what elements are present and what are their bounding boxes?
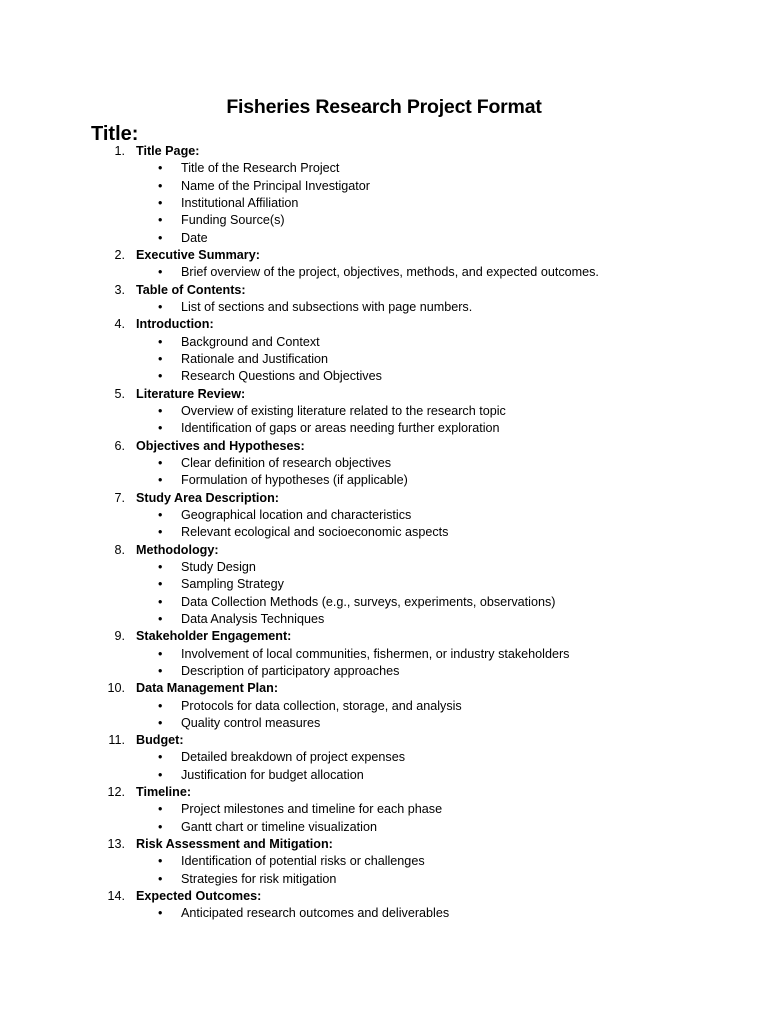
bullet-item <box>0 559 768 576</box>
bullet-text: Quality control measures <box>181 715 321 730</box>
bullet-icon: • <box>158 715 163 730</box>
bullet-list <box>0 698 768 733</box>
outline-section <box>0 542 768 629</box>
outline-section <box>0 784 768 836</box>
section-heading: Study Area Description: <box>136 490 279 505</box>
bullet-text: Relevant ecological and socioeconomic aspects <box>181 525 449 540</box>
bullet-item <box>0 472 768 489</box>
bullet-icon: • <box>158 178 163 193</box>
bullet-text: Institutional Affiliation <box>181 195 299 210</box>
section-number: 14. <box>107 889 125 904</box>
bullet-item <box>0 801 768 818</box>
outline-section <box>0 732 768 784</box>
bullet-list <box>0 455 768 490</box>
bullet-icon: • <box>158 473 163 488</box>
section-number: 9. <box>114 629 125 644</box>
outline-section <box>0 836 768 888</box>
section-number: 1. <box>114 144 125 158</box>
bullet-text: Project milestones and timeline for each phase <box>181 802 443 817</box>
bullet-icon: • <box>158 663 163 678</box>
bullet-item <box>0 715 768 732</box>
bullet-text: Title of the Research Project <box>181 161 340 176</box>
section-number: 7. <box>114 490 125 505</box>
section-heading-line <box>0 888 768 905</box>
bullet-list <box>0 646 768 681</box>
bullet-item <box>0 455 768 472</box>
bullet-item <box>0 160 768 177</box>
section-heading-line <box>0 490 768 507</box>
bullet-text: Involvement of local communities, fishermen, or industry stakeholders <box>181 646 570 661</box>
bullet-text: Justification for budget allocation <box>181 767 364 782</box>
section-number: 4. <box>114 317 125 332</box>
outline-section <box>0 680 768 732</box>
section-heading: Data Management Plan: <box>136 681 279 696</box>
bullet-item <box>0 767 768 784</box>
bullet-icon: • <box>158 403 163 418</box>
bullet-text: Clear definition of research objectives <box>181 455 392 470</box>
bullet-text: Data Collection Methods (e.g., surveys, experiments, observations) <box>181 594 556 609</box>
bullet-icon: • <box>158 299 163 314</box>
outline-section <box>0 316 768 385</box>
bullet-text: Funding Source(s) <box>181 213 285 228</box>
section-heading-line <box>0 386 768 403</box>
bullet-list <box>0 559 768 628</box>
bullet-item <box>0 871 768 888</box>
section-heading: Table of Contents: <box>136 282 246 297</box>
section-heading-line <box>0 680 768 697</box>
bullet-icon: • <box>158 334 163 349</box>
outline-section <box>0 490 768 542</box>
bullet-icon: • <box>158 161 163 176</box>
bullet-icon: • <box>158 594 163 609</box>
bullet-icon: • <box>158 213 163 228</box>
section-heading-line <box>0 247 768 264</box>
bullet-list <box>0 853 768 888</box>
bullet-item <box>0 351 768 368</box>
bullet-list <box>0 299 768 316</box>
bullet-icon: • <box>158 750 163 765</box>
section-heading: Risk Assessment and Mitigation: <box>136 837 333 852</box>
bullet-item <box>0 905 768 922</box>
section-heading-line <box>0 316 768 333</box>
bullet-text: Identification of gaps or areas needing further exploration <box>181 421 500 436</box>
section-heading: Executive Summary: <box>136 247 260 262</box>
section-heading-line <box>0 836 768 853</box>
section-number: 2. <box>114 247 125 262</box>
outline-section <box>0 247 768 282</box>
section-number: 5. <box>114 386 125 401</box>
bullet-item <box>0 576 768 593</box>
bullet-item <box>0 611 768 628</box>
section-heading-line <box>0 628 768 645</box>
bullet-list <box>0 403 768 438</box>
bullet-list <box>0 749 768 784</box>
bullet-item <box>0 594 768 611</box>
bullet-text: Formulation of hypotheses (if applicable) <box>181 473 408 488</box>
section-heading-line <box>0 438 768 455</box>
bullet-text: Overview of existing literature related to the research topic <box>181 403 506 418</box>
bullet-item <box>0 507 768 524</box>
bullet-item <box>0 334 768 351</box>
bullet-item <box>0 819 768 836</box>
bullet-icon: • <box>158 767 163 782</box>
outline-section <box>0 386 768 438</box>
bullet-item <box>0 698 768 715</box>
outline-section <box>0 143 768 247</box>
bullet-icon: • <box>158 265 163 280</box>
bullet-item <box>0 178 768 195</box>
bullet-text: Sampling Strategy <box>181 577 284 592</box>
section-heading: Methodology: <box>136 542 219 557</box>
bullet-icon: • <box>158 611 163 626</box>
section-heading: Expected Outcomes: <box>136 889 262 904</box>
bullet-icon: • <box>158 421 163 436</box>
section-heading: Timeline: <box>136 785 192 800</box>
bullet-icon: • <box>158 369 163 384</box>
bullet-item <box>0 230 768 247</box>
bullet-text: Rationale and Justification <box>181 351 329 366</box>
bullet-text: Name of the Principal Investigator <box>181 178 370 193</box>
bullet-text: Date <box>181 230 208 245</box>
bullet-icon: • <box>158 351 163 366</box>
document-title: Fisheries Research Project Format <box>226 96 542 118</box>
bullet-text: Data Analysis Techniques <box>181 611 325 626</box>
bullet-text: Gantt chart or timeline visualization <box>181 819 377 834</box>
bullet-text: Anticipated research outcomes and deliverables <box>181 906 450 921</box>
section-heading: Title Page: <box>136 144 200 158</box>
section-heading-line <box>0 542 768 559</box>
bullet-item <box>0 749 768 766</box>
bullet-item <box>0 264 768 281</box>
title-label: Title: <box>91 123 139 145</box>
bullet-icon: • <box>158 906 163 921</box>
bullet-item <box>0 524 768 541</box>
bullet-text: Brief overview of the project, objectives, methods, and expected outcomes. <box>181 265 599 280</box>
section-heading-line <box>0 143 768 160</box>
bullet-icon: • <box>158 559 163 574</box>
section-number: 8. <box>114 542 125 557</box>
section-heading-line <box>0 784 768 801</box>
section-heading: Objectives and Hypotheses: <box>136 438 305 453</box>
section-number: 11. <box>108 733 125 748</box>
bullet-icon: • <box>158 577 163 592</box>
bullet-text: Description of participatory approaches <box>181 663 400 678</box>
bullet-icon: • <box>158 802 163 817</box>
bullet-icon: • <box>158 455 163 470</box>
bullet-item <box>0 195 768 212</box>
bullet-text: Protocols for data collection, storage, and analysis <box>181 698 462 713</box>
bullet-item <box>0 212 768 229</box>
bullet-item <box>0 853 768 870</box>
bullet-icon: • <box>158 819 163 834</box>
section-heading-line <box>0 732 768 749</box>
bullet-text: Geographical location and characteristics <box>181 507 412 522</box>
bullet-list <box>0 160 768 247</box>
bullet-icon: • <box>158 525 163 540</box>
section-list <box>0 143 768 923</box>
outline-section <box>0 438 768 490</box>
bullet-text: Background and Context <box>181 334 320 349</box>
section-heading-line <box>0 282 768 299</box>
bullet-text: Identification of potential risks or challenges <box>181 854 425 869</box>
bullet-icon: • <box>158 195 163 210</box>
bullet-item <box>0 299 768 316</box>
outline-section <box>0 282 768 317</box>
outline-section <box>0 628 768 680</box>
bullet-icon: • <box>158 698 163 713</box>
bullet-list <box>0 264 768 281</box>
bullet-text: List of sections and subsections with page numbers. <box>181 299 473 314</box>
bullet-list <box>0 905 768 922</box>
section-number: 6. <box>114 438 125 453</box>
bullet-list <box>0 507 768 542</box>
bullet-item <box>0 368 768 385</box>
bullet-text: Research Questions and Objectives <box>181 369 382 384</box>
bullet-list <box>0 334 768 386</box>
outline-section <box>0 888 768 923</box>
section-number: 12. <box>107 785 125 800</box>
bullet-text: Detailed breakdown of project expenses <box>181 750 406 765</box>
bullet-text: Study Design <box>181 559 256 574</box>
bullet-text: Strategies for risk mitigation <box>181 871 337 886</box>
bullet-list <box>0 801 768 836</box>
bullet-icon: • <box>158 507 163 522</box>
section-number: 3. <box>114 282 125 297</box>
bullet-icon: • <box>158 871 163 886</box>
bullet-icon: • <box>158 854 163 869</box>
bullet-item <box>0 663 768 680</box>
section-heading: Budget: <box>136 733 184 748</box>
section-heading: Stakeholder Engagement: <box>136 629 292 644</box>
bullet-item <box>0 646 768 663</box>
section-heading: Introduction: <box>136 317 214 332</box>
section-number: 13. <box>107 837 125 852</box>
bullet-icon: • <box>158 646 163 661</box>
section-number: 10. <box>107 681 125 696</box>
bullet-item <box>0 403 768 420</box>
bullet-item <box>0 420 768 437</box>
section-heading: Literature Review: <box>136 386 246 401</box>
bullet-icon: • <box>158 230 163 245</box>
